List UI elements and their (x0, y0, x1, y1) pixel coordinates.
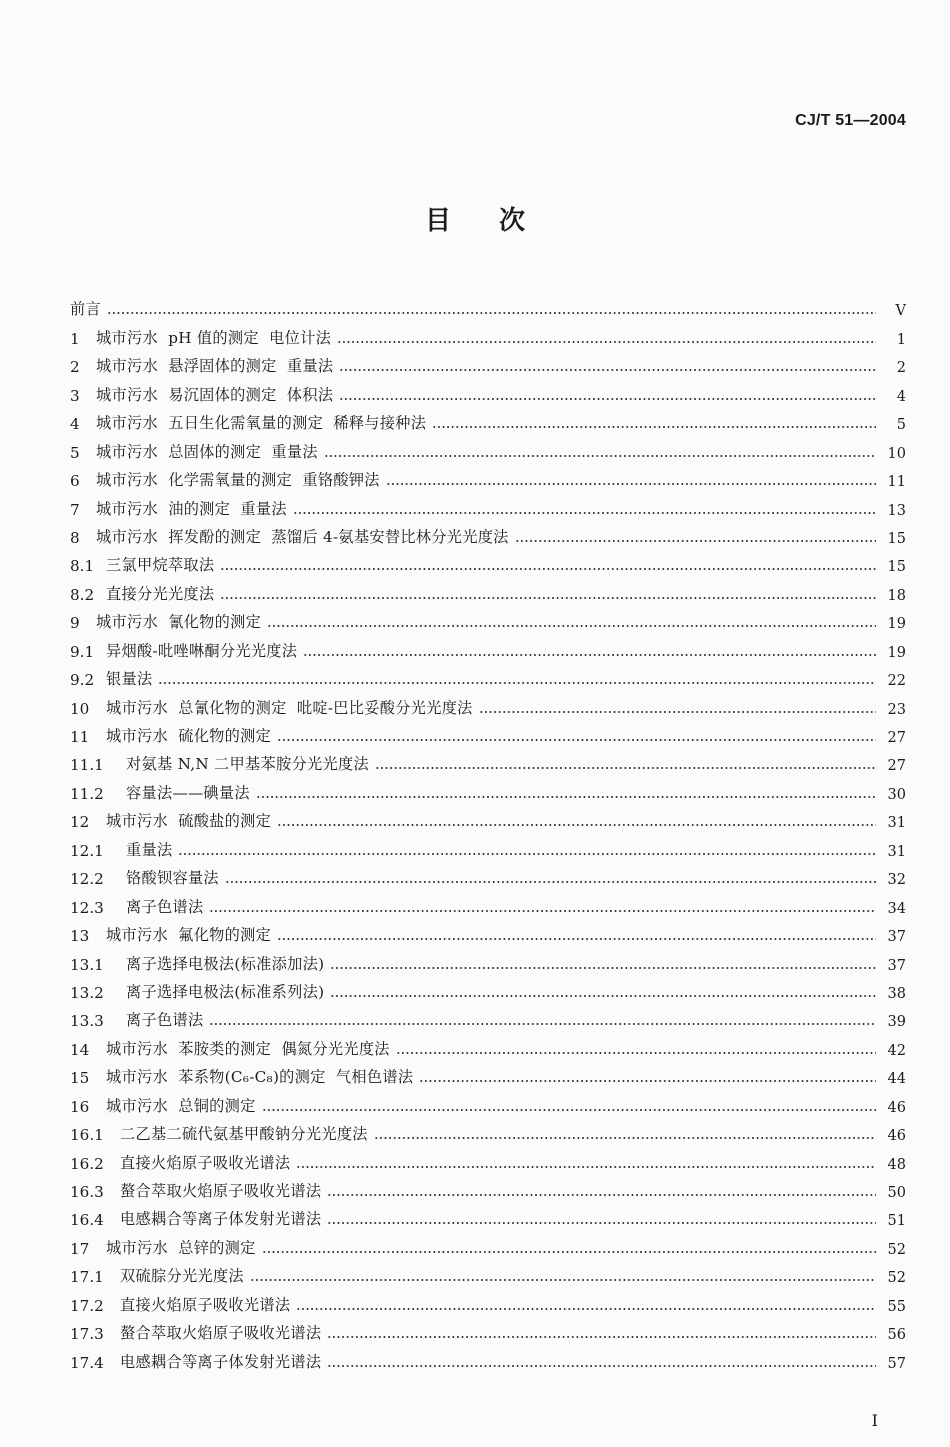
dot-leader (330, 995, 876, 997)
toc-entry[interactable] (70, 291, 906, 319)
toc-entry-page: 5 (896, 417, 906, 434)
dot-leader (324, 455, 876, 457)
toc-entry[interactable] (70, 490, 906, 518)
dot-leader (330, 967, 876, 969)
dot-leader (296, 1166, 876, 1168)
dot-leader (107, 312, 876, 314)
toc-entry-title: 电感耦合等离子体发射光谱法 (120, 1210, 322, 1229)
toc-entry[interactable] (70, 547, 906, 575)
dot-leader (327, 1222, 876, 1224)
toc-entry-number: 9.1 (70, 642, 95, 661)
toc-entry[interactable] (70, 575, 906, 603)
toc-entry-number: 8.1 (70, 557, 95, 576)
toc-entry-page: 31 (887, 843, 906, 860)
toc-entry-title: 城市污水 总锌的测定 (106, 1238, 256, 1257)
toc-entry-title: 直接火焰原子吸收光谱法 (120, 1295, 291, 1314)
toc-entry-number: 12 (70, 813, 90, 832)
toc-entry-number: 13 (70, 927, 90, 946)
title-char: 目 (424, 206, 451, 236)
toc-entry-number: 17.2 (70, 1296, 104, 1315)
toc-entry-title: 城市污水 化学需氧量的测定 重铬酸钾法 (96, 471, 380, 490)
toc-entry-page: 46 (887, 1128, 906, 1145)
toc-entry-title: 离子色谱法 (126, 897, 204, 916)
toc-entry-title: 异烟酸-吡唑啉酮分光光度法 (106, 641, 298, 660)
page-title (0, 200, 950, 237)
toc-entry[interactable] (70, 974, 906, 1002)
toc-entry[interactable] (70, 860, 906, 888)
toc-entry-page: 15 (887, 559, 906, 576)
toc-entry[interactable] (70, 831, 906, 859)
toc-entry-title: 城市污水 总铜的测定 (106, 1096, 256, 1115)
toc-entry-page: 30 (887, 786, 906, 803)
toc-entry-number: 6 (70, 472, 80, 491)
toc-entry-page: 55 (887, 1298, 906, 1315)
dot-leader (293, 512, 876, 514)
toc-entry-title: 前言 (70, 300, 101, 319)
toc-entry[interactable] (70, 319, 906, 347)
toc-entry-number: 4 (70, 415, 80, 434)
toc-entry-page: 27 (887, 758, 906, 775)
toc-entry-title: 二乙基二硫代氨基甲酸钠分光光度法 (120, 1125, 368, 1144)
toc-entry-title: 重量法 (126, 840, 173, 859)
toc-entry-page: 19 (887, 644, 906, 661)
toc-entry-number: 11.2 (70, 784, 104, 803)
toc-entry-page: 52 (887, 1241, 906, 1258)
toc-entry-page: 23 (887, 701, 906, 718)
toc-entry-title: 直接火焰原子吸收光谱法 (120, 1153, 291, 1172)
toc-entry-page: 32 (887, 872, 906, 889)
toc-entry-title: 城市污水 硫酸盐的测定 (106, 812, 272, 831)
toc-entry-page: 44 (887, 1071, 906, 1088)
toc-entry-page: 22 (887, 673, 906, 690)
dot-leader (396, 1052, 876, 1054)
toc-entry-number: 16 (70, 1097, 90, 1116)
toc-entry-page: 46 (887, 1099, 906, 1116)
toc-entry-page: 39 (887, 1014, 906, 1031)
toc-entry-number: 2 (70, 358, 80, 377)
toc-entry-number: 14 (70, 1040, 90, 1059)
toc-entry-page: 37 (887, 957, 906, 974)
toc-entry-page: 50 (887, 1185, 906, 1201)
toc-entry[interactable] (70, 1144, 906, 1172)
toc-entry-number: 12.2 (70, 870, 104, 889)
toc-entry[interactable] (70, 462, 906, 490)
toc-entry[interactable] (70, 1116, 906, 1144)
toc-entry-page: 51 (887, 1213, 906, 1230)
dot-leader (256, 796, 876, 798)
toc-entry[interactable] (70, 774, 906, 802)
toc-entry-title: 双硫腙分光光度法 (120, 1267, 244, 1286)
toc-entry[interactable] (70, 376, 906, 404)
toc-entry-number: 15 (70, 1069, 90, 1088)
dot-leader (209, 910, 876, 912)
dot-leader (225, 881, 876, 883)
dot-leader (178, 853, 876, 855)
toc-entry-number: 12.1 (70, 841, 104, 860)
dot-leader (277, 938, 876, 940)
standard-code: CJ/T 51—2004 (795, 112, 906, 129)
toc-entry-title: 对氨基 N,N 二甲基苯胺分光光度法 (126, 755, 369, 774)
table-of-contents (70, 291, 906, 1372)
toc-entry-title: 城市污水 苯系物(C₆-C₈)的测定 气相色谱法 (106, 1068, 414, 1087)
toc-entry-number: 7 (70, 500, 80, 519)
toc-entry[interactable] (70, 917, 906, 945)
dot-leader (277, 824, 876, 826)
toc-entry-number: 13.3 (70, 1012, 104, 1031)
toc-entry-title: 城市污水 总固体的测定 重量法 (96, 442, 318, 461)
dot-leader (479, 711, 876, 713)
dot-leader (337, 341, 876, 343)
toc-entry-page: 56 (887, 1327, 906, 1344)
toc-entry-number: 8 (70, 528, 80, 547)
toc-entry-number: 5 (70, 443, 80, 462)
toc-entry-title: 三氯甲烷萃取法 (106, 556, 215, 575)
toc-entry-page: 19 (887, 616, 906, 633)
toc-entry-page: 13 (887, 502, 906, 519)
toc-entry[interactable] (70, 433, 906, 461)
toc-entry[interactable] (70, 888, 906, 916)
toc-entry[interactable] (70, 1229, 906, 1257)
toc-entry-page: 1 (896, 331, 906, 348)
dot-leader (432, 426, 876, 428)
dot-leader (386, 483, 876, 485)
toc-entry-title: 城市污水 氟化物的测定 (106, 926, 272, 945)
toc-entry-title: 城市污水 pH 值的测定 电位计法 (96, 328, 332, 347)
dot-leader (374, 1137, 876, 1139)
dot-leader (303, 654, 876, 656)
dot-leader (262, 1251, 876, 1253)
toc-entry-page: 34 (887, 900, 906, 917)
toc-entry-page: 37 (887, 929, 906, 946)
toc-entry-number: 16.4 (70, 1211, 104, 1230)
toc-entry-title: 电感耦合等离子体发射光谱法 (120, 1352, 322, 1371)
toc-entry-number: 12.3 (70, 898, 104, 917)
toc-entry-title: 离子选择电极法(标准系列法) (126, 982, 325, 1001)
dot-leader (296, 1308, 876, 1310)
toc-entry-title: 城市污水 硫化物的测定 (106, 727, 272, 745)
toc-entry-number: 11.1 (70, 756, 104, 775)
dot-leader (515, 540, 876, 542)
toc-entry[interactable] (70, 746, 906, 774)
dot-leader (327, 1336, 876, 1338)
toc-entry-number: 8.2 (70, 585, 95, 604)
toc-entry-page: 18 (887, 587, 906, 604)
toc-entry-number: 17.3 (70, 1325, 104, 1344)
toc-entry-title: 螯合萃取火焰原子吸收光谱法 (120, 1324, 322, 1343)
toc-entry-title: 城市污水 油的测定 重量法 (96, 499, 287, 518)
toc-entry-number: 16.2 (70, 1154, 104, 1173)
toc-entry-number: 17 (70, 1239, 90, 1258)
toc-entry[interactable] (70, 661, 906, 689)
toc-entry[interactable] (70, 1002, 906, 1030)
toc-entry-title: 螯合萃取火焰原子吸收光谱法 (120, 1182, 322, 1200)
toc-entry-page: 10 (887, 445, 906, 462)
toc-entry[interactable] (70, 718, 906, 746)
toc-entry-title: 银量法 (106, 670, 153, 689)
toc-entry-page: 57 (887, 1355, 906, 1372)
toc-entry-page: 42 (887, 1042, 906, 1059)
toc-entry[interactable] (70, 1087, 906, 1115)
toc-entry-title: 城市污水 易沉固体的测定 体积法 (96, 385, 334, 404)
toc-entry-title: 城市污水 五日生化需氧量的测定 稀释与接种法 (96, 414, 427, 433)
toc-entry-number: 11 (70, 728, 90, 746)
toc-entry-title: 直接分光光度法 (106, 584, 215, 603)
toc-entry-page: 48 (887, 1156, 906, 1173)
toc-entry-page: 27 (887, 730, 906, 746)
toc-entry[interactable] (70, 1286, 906, 1314)
toc-entry-title: 容量法——碘量法 (126, 783, 250, 802)
toc-entry-number: 9 (70, 614, 80, 633)
dot-leader (220, 568, 876, 570)
toc-entry[interactable] (70, 632, 906, 660)
dot-leader (220, 597, 876, 599)
toc-entry-title: 城市污水 挥发酚的测定 蒸馏后 4-氨基安替比林分光光度法 (96, 527, 509, 546)
dot-leader (419, 1080, 876, 1082)
dot-leader (262, 1109, 876, 1111)
toc-entry[interactable] (70, 1343, 906, 1371)
dot-leader (327, 1194, 876, 1196)
toc-entry-title: 离子选择电极法(标准添加法) (126, 954, 325, 973)
toc-entry[interactable] (70, 1201, 906, 1229)
dot-leader (277, 739, 876, 741)
toc-entry-number: 17.1 (70, 1268, 104, 1287)
toc-entry-title: 城市污水 总氰化物的测定 吡啶-巴比妥酸分光光度法 (106, 698, 473, 717)
toc-entry-page: V (895, 303, 906, 320)
toc-entry-page: 15 (887, 530, 906, 547)
toc-entry-page: 2 (896, 360, 906, 377)
dot-leader (339, 398, 876, 400)
toc-entry[interactable] (70, 1258, 906, 1286)
page-folio: I (871, 1411, 878, 1430)
toc-entry-title: 离子色谱法 (126, 1011, 204, 1030)
toc-entry-number: 17.4 (70, 1353, 104, 1372)
toc-entry-number: 13.2 (70, 983, 104, 1002)
toc-entry[interactable] (70, 1059, 906, 1087)
toc-entry[interactable] (70, 803, 906, 831)
toc-entry[interactable] (70, 1030, 906, 1058)
toc-entry[interactable] (70, 1315, 906, 1343)
toc-entry-title: 城市污水 悬浮固体的测定 重量法 (96, 357, 334, 376)
toc-entry[interactable] (70, 604, 906, 632)
toc-entry-number: 1 (70, 329, 80, 348)
toc-entry-page: 52 (887, 1270, 906, 1287)
toc-entry-number: 9.2 (70, 671, 95, 690)
toc-entry-number: 13.1 (70, 955, 104, 974)
dot-leader (375, 767, 876, 769)
toc-entry[interactable] (70, 405, 906, 433)
toc-entry[interactable] (70, 945, 906, 973)
toc-entry-number: 10 (70, 699, 90, 718)
toc-entry-page: 38 (887, 985, 906, 1002)
dot-leader (250, 1279, 876, 1281)
toc-entry-number: 3 (70, 386, 80, 405)
toc-entry-page: 4 (896, 388, 906, 405)
dot-leader (209, 1023, 876, 1025)
dot-leader (339, 369, 876, 371)
toc-entry-number: 16.1 (70, 1126, 104, 1145)
dot-leader (158, 682, 876, 684)
dot-leader (267, 625, 876, 627)
toc-entry-title: 城市污水 氰化物的测定 (96, 613, 262, 632)
toc-entry[interactable] (70, 1173, 906, 1201)
toc-entry[interactable] (70, 519, 906, 547)
dot-leader (327, 1365, 876, 1367)
toc-entry-number: 16.3 (70, 1183, 104, 1201)
toc-entry-title: 城市污水 苯胺类的测定 偶氮分光光度法 (106, 1039, 390, 1058)
toc-entry[interactable] (70, 689, 906, 717)
toc-entry-page: 11 (887, 474, 906, 491)
toc-entry[interactable] (70, 348, 906, 376)
toc-entry-title: 铬酸钡容量法 (126, 869, 219, 888)
toc-entry-page: 31 (887, 815, 906, 832)
title-char: 次 (499, 206, 526, 236)
